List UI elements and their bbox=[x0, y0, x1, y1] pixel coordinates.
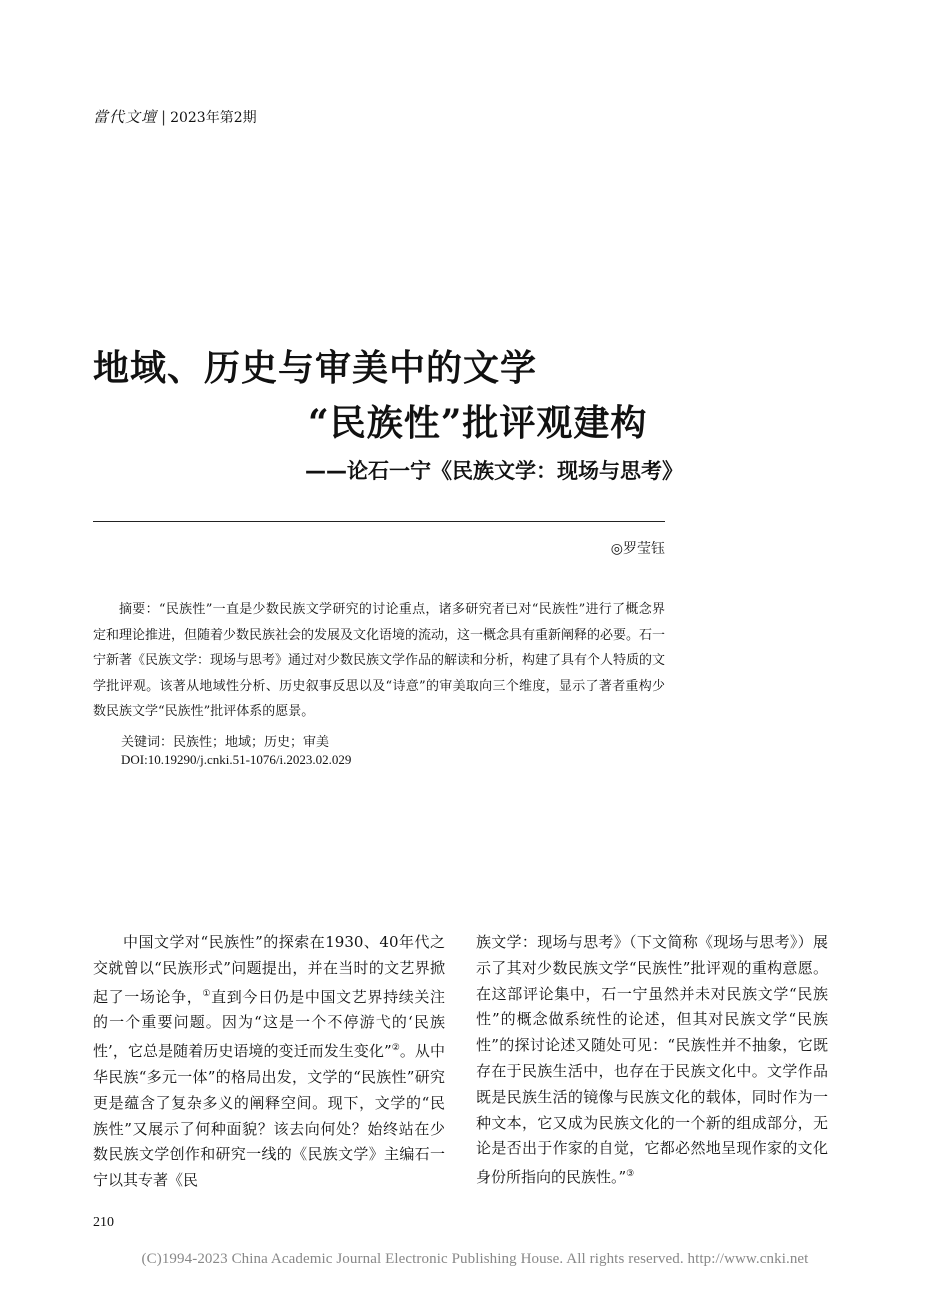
footnote-marker[interactable]: ② bbox=[391, 1043, 400, 1054]
body-text: 中国文学对“民族性”的探索在1930、40年代之交就曾以“民族形式”问题提出，并在当时的文艺界掀起了一场论争， bbox=[93, 933, 445, 1006]
doi: DOI:10.19290/j.cnki.51-1076/i.2023.02.029 bbox=[121, 752, 352, 767]
running-header bbox=[93, 106, 257, 127]
header-separator: | bbox=[161, 107, 167, 126]
copyright-footer: (C)1994-2023 China Academic Journal Electronic Publishing House. All rights reserved. http://www.cnki.net bbox=[141, 1251, 809, 1267]
body-text: 。从中华民族“多元一体”的格局出发，文学的“民族性”研究更是蕴含了复杂多义的阐释空间。现下，文学的“民族性”又展示了何种面貌？该去向何处？始终站在少数民族文学创作和研究一线的《民族文学》主编石一宁以其专著《民 bbox=[93, 1042, 445, 1190]
journal-logo: 當代文壇 bbox=[93, 108, 158, 126]
footnote-marker[interactable]: ① bbox=[202, 988, 212, 999]
subtitle: ——论石一宁《民族文学：现场与思考》 bbox=[305, 459, 683, 483]
keywords: 关键词：民族性；地域；历史；审美 bbox=[121, 735, 330, 750]
title-line-1: 地域、历史与审美中的文学 bbox=[93, 347, 538, 389]
body-column-left bbox=[93, 930, 445, 1194]
body-text: 族文学：现场与思考》（下文简称《现场与思考》）展示了其对少数民族文学“民族性”批评观的重构意愿。在这部评论集中，石一宁虽然并未对民族文学“民族性”的概念做系统性的论述，但其对民族文学“民族性”的探讨论述又随处可见：“民族性并不抽象，它既存在于民族生活中，也存在于民族文化中。文学作品既是民族生活的镜像与民族文化的载体，同时作为一种文本，它又成为民族文化的一个新的组成部分，无论是否出于作家的自觉，它都必然地呈现作家的文化身份所指向的民族性。” bbox=[476, 933, 828, 1187]
body-paragraph bbox=[476, 930, 828, 1191]
abstract: 摘要：“民族性”一直是少数民族文学研究的讨论重点，诸多研究者已对“民族性”进行了概念界定和理论推进，但随着少数民族社会的发展及文化语境的流动，这一概念具有重新阐释的必要。石一宁新著《民族文学：现场与思考》通过对少数民族文学作品的解读和分析，构建了具有个人特质的文学批评观。该著从地域性分析、历史叙事反思以及“诗意”的审美取向三个维度，显示了著者重构少数民族文学“民族性”批评体系的愿景。 bbox=[93, 602, 666, 719]
title-divider bbox=[93, 521, 665, 522]
issue-label: 2023年第2期 bbox=[170, 109, 257, 126]
body-column-right bbox=[476, 930, 828, 1191]
page-number: 210 bbox=[93, 1215, 114, 1230]
body-text: 直到今日仍是中国文艺界持续关注的一个重要问题。因为“这是一个不停游弋的‘民族性’，它总是随着历史语境的变迁而发生变化” bbox=[93, 987, 445, 1061]
author-byline: ◎罗莹钰 bbox=[610, 541, 665, 557]
title-line-2: “民族性”批评观建构 bbox=[308, 402, 648, 444]
footnote-marker[interactable]: ③ bbox=[626, 1169, 635, 1180]
body-paragraph bbox=[93, 930, 445, 1194]
